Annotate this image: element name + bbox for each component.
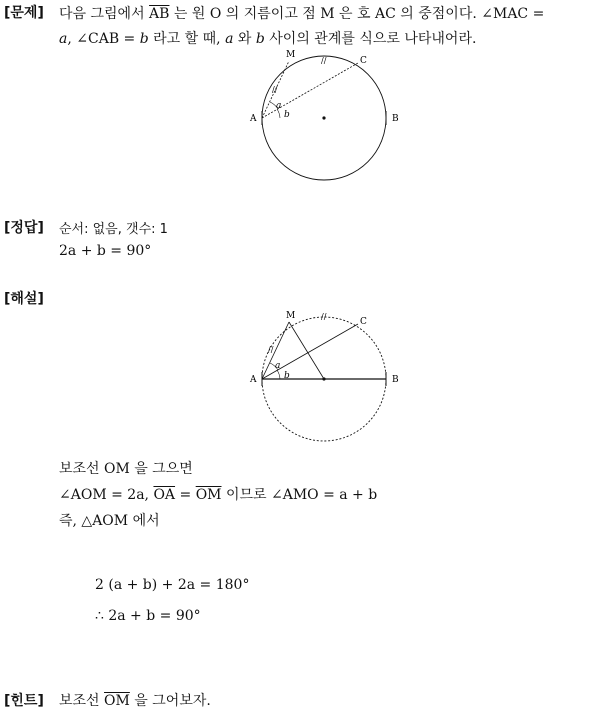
segment-oa: $\overline{OA}$ xyxy=(153,487,176,503)
point-label-a: A xyxy=(250,375,257,385)
equal-mark: // xyxy=(321,56,327,65)
point-label-b: B xyxy=(392,114,399,124)
problem-line-1 xyxy=(59,3,544,23)
var-a: a xyxy=(59,31,68,47)
solution-label: [해설] xyxy=(4,291,44,307)
problem-figure xyxy=(240,48,410,190)
problem-text: 와 xyxy=(233,31,256,47)
hint-label: [힌트] xyxy=(4,693,44,709)
answer-label: [정답] xyxy=(4,220,44,236)
hint-text: 보조선 xyxy=(59,693,105,709)
problem-text: 다음 그림에서 xyxy=(59,6,150,22)
var-b: b xyxy=(255,31,265,47)
angle-label-a: a xyxy=(275,361,281,371)
solution-text: = xyxy=(175,487,196,503)
angle-label-a: a xyxy=(276,101,282,111)
point-label-c: C xyxy=(360,56,367,66)
solution-text: ∠AOM = 2a, xyxy=(59,487,154,503)
solution-text: 이므로 ∠AMO = a + b xyxy=(221,487,378,503)
problem-text: , ∠CAB = xyxy=(67,31,140,47)
segment-om: $\overline{OM}$ xyxy=(195,487,222,503)
solution-line-3: 즉, △AOM 에서 xyxy=(59,513,160,529)
solution-figure xyxy=(240,308,410,450)
equal-mark: // xyxy=(321,312,327,321)
var-b: b xyxy=(139,31,149,47)
segment-om: $\overline{OM}$ xyxy=(104,693,130,709)
angle-label-b: b xyxy=(284,110,290,120)
problem-label: [문제] xyxy=(4,5,44,21)
solution-equation-1: 2 (a + b) + 2a = 180° xyxy=(95,577,250,593)
point-label-m: M xyxy=(286,50,296,60)
point-label-m: M xyxy=(286,311,296,321)
center-o xyxy=(322,116,325,119)
angle-arc-b xyxy=(277,370,280,379)
problem-text: 라고 할 때, xyxy=(148,31,226,47)
point-label-b: B xyxy=(392,375,399,385)
point-label-c: C xyxy=(360,317,367,327)
solution-equation-2: ∴ 2a + b = 90° xyxy=(95,608,201,624)
hint-line xyxy=(59,690,211,710)
center-o xyxy=(322,377,325,380)
answer-meta: 순서: 없음, 갯수: 1 xyxy=(59,222,168,237)
equal-mark: // xyxy=(268,345,274,354)
problem-line-2 xyxy=(59,28,476,48)
solution-line-2 xyxy=(59,484,377,504)
point-label-a: A xyxy=(250,114,257,124)
problem-text: 사이의 관계를 식으로 나타내어라. xyxy=(264,31,477,47)
equal-mark: // xyxy=(272,85,278,94)
answer-equation: 2a + b = 90° xyxy=(59,243,152,259)
hint-text: 을 그어보자. xyxy=(129,693,211,709)
segment-om xyxy=(289,322,324,379)
problem-text: 는 원 O 의 지름이고 점 M 은 호 AC 의 중점이다. ∠MAC = xyxy=(169,6,545,22)
angle-label-b: b xyxy=(284,371,290,381)
solution-line-1: 보조선 OM 을 그으면 xyxy=(59,461,193,477)
var-a: a xyxy=(225,31,234,47)
segment-ab: $\overline{AB}$ xyxy=(149,6,170,22)
